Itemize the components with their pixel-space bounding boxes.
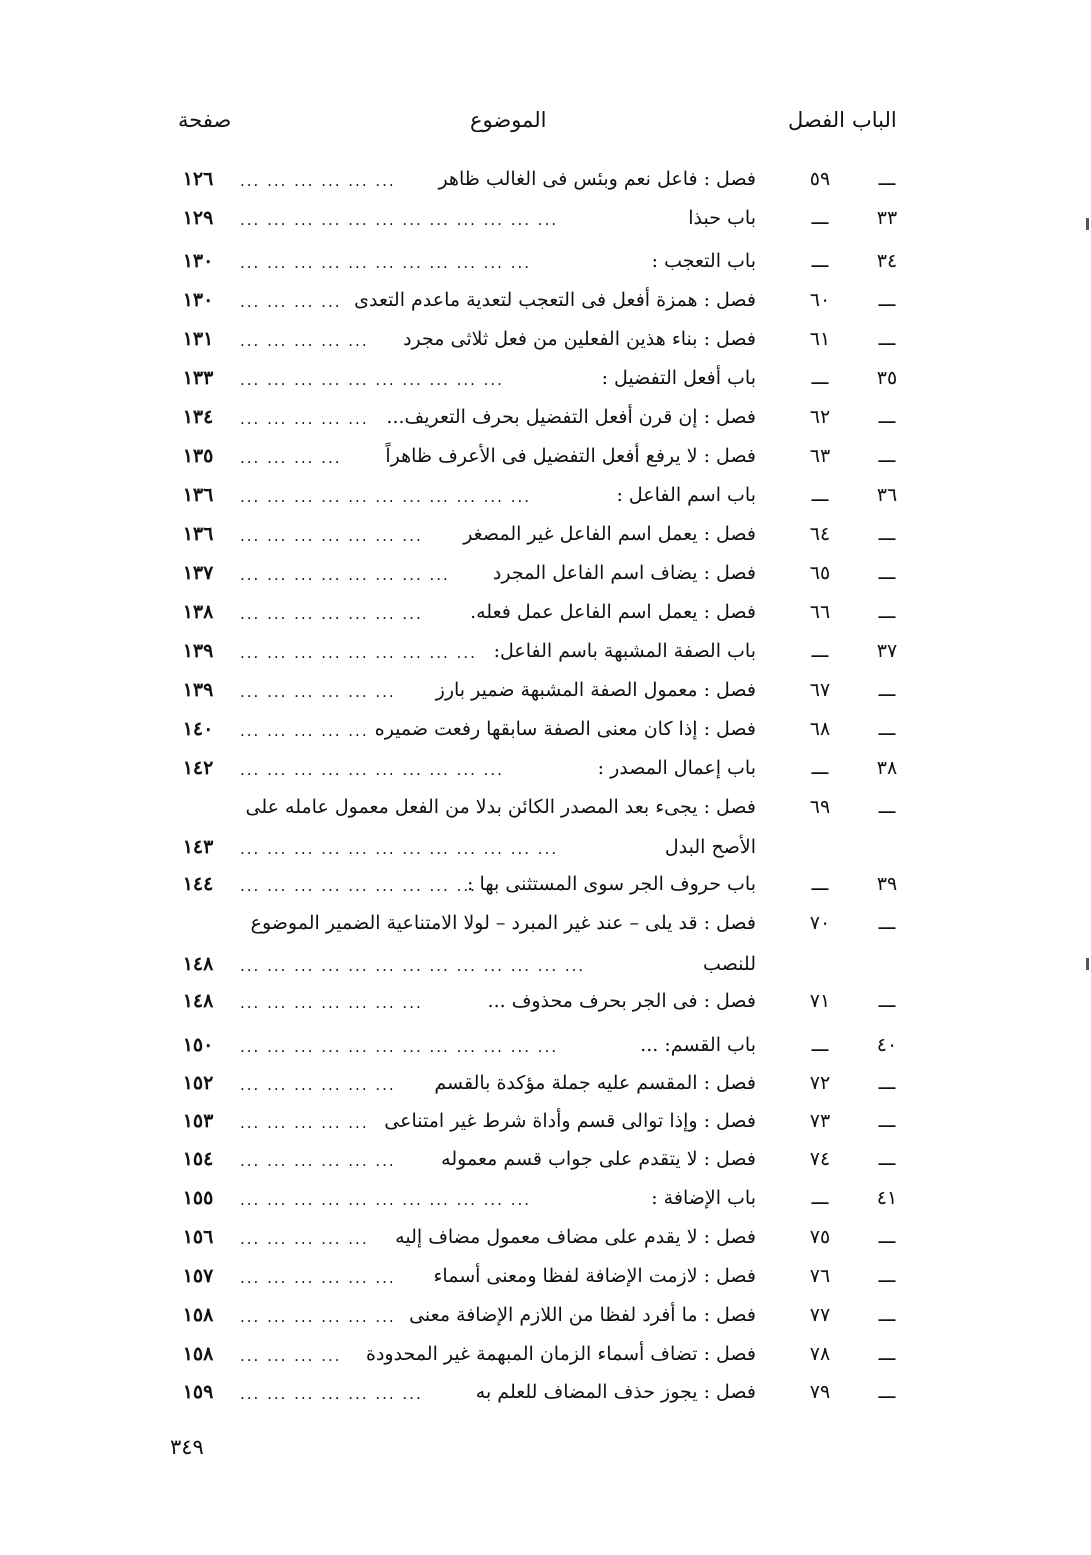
topic-title: فصل : فاعل نعم وبئس فى الغالب ظاهر: [438, 168, 756, 190]
fasl-number: ٧٥: [809, 1226, 831, 1248]
page-ref: ١٥٨: [182, 1304, 214, 1326]
bab-number: ـــ: [878, 1304, 896, 1326]
dot-leader: ... ... ... ... ... ...: [240, 1152, 396, 1170]
toc-row: [0, 1343, 1091, 1373]
topic-title: فصل : وإذا توالى قسم وأداة شرط غير امتناعى: [384, 1110, 756, 1132]
dot-leader: ... ... ... ... ... ... ... ...: [240, 566, 450, 584]
edge-mark: [1086, 218, 1089, 230]
topic-title: باب الصفة المشبهة باسم الفاعل:: [493, 640, 756, 662]
topic-title: فصل : يجىء بعد المصدر الكائن بدلا من الفعل معمول عامله على: [245, 796, 756, 818]
page-ref: ١٣٥: [182, 445, 214, 467]
fasl-number: ـــ: [811, 484, 829, 506]
toc-row: [0, 445, 1091, 475]
topic-title: فصل : بناء هذين الفعلين من فعل ثلاثى مجرد: [403, 328, 756, 350]
topic-title: فصل : ما أفرد لفظا من اللازم الإضافة معنى: [409, 1304, 756, 1326]
bab-number: ٣٦: [876, 484, 898, 506]
fasl-number: ٧٦: [809, 1265, 831, 1287]
dot-leader: ... ... ... ...: [240, 293, 342, 311]
fasl-number: ٥٩: [809, 168, 831, 190]
fasl-number: ـــ: [811, 873, 829, 895]
page-ref: ١٥٠: [182, 1034, 214, 1056]
fasl-number: ٦٨: [809, 718, 831, 740]
bab-number: ـــ: [878, 523, 896, 545]
header-safha: صفحة: [178, 108, 232, 132]
dot-leader: ... ... ... ... ... ...: [240, 683, 396, 701]
toc-row: [0, 523, 1091, 553]
fasl-number: ٦٩: [809, 796, 831, 818]
dot-leader: ... ... ... ... ... ...: [240, 1269, 396, 1287]
topic-title: فصل : يضاف اسم الفاعل المجرد: [492, 562, 756, 584]
toc-row: [0, 1148, 1091, 1178]
topic-title: فصل : إذا كان معنى الصفة سابقها رفعت ضميره: [374, 718, 756, 740]
toc-row: [0, 873, 1091, 903]
topic-title: فصل : المقسم عليه جملة مؤكدة بالقسم: [434, 1072, 756, 1094]
topic-title: فصل : يعمل اسم الفاعل عمل فعله.: [470, 601, 756, 623]
dot-leader: ... ... ... ... ... ... ... ... ... ... ...: [240, 1191, 532, 1209]
bab-number: ٣٩: [876, 873, 898, 895]
page-ref: ١٤٤: [182, 873, 214, 895]
toc-row: [0, 1034, 1091, 1064]
topic-title: فصل : تضاف أسماء الزمان المبهمة غير المحدودة: [365, 1343, 756, 1365]
toc-row: [0, 640, 1091, 670]
topic-title: باب الإضافة :: [651, 1187, 756, 1209]
fasl-number: ٦٦: [809, 601, 831, 623]
fasl-number: ـــ: [811, 207, 829, 229]
fasl-number: ٧٤: [809, 1148, 831, 1170]
dot-leader: ... ... ... ... ... ... ... ... ... ... ... ...: [240, 1038, 559, 1056]
page-ref: ١٣٠: [182, 289, 214, 311]
bab-number: ٤٠: [876, 1034, 898, 1056]
fasl-number: ٧١: [809, 990, 831, 1012]
dot-leader: ... ... ... ... ... ...: [240, 172, 396, 190]
fasl-number: ـــ: [811, 640, 829, 662]
bab-number: ٣٨: [876, 757, 898, 779]
topic-title: فصل : معمول الصفة المشبهة ضمير بارز: [435, 679, 756, 701]
toc-row: [0, 990, 1091, 1020]
topic-title: للنصب: [703, 953, 756, 975]
page-ref: ١٣٩: [182, 679, 214, 701]
topic-title: فصل : يعمل اسم الفاعل غير المصغر: [463, 523, 756, 545]
toc-row: [0, 207, 1091, 237]
fasl-number: ٦٢: [809, 406, 831, 428]
page-ref: ١٥٧: [182, 1265, 214, 1287]
toc-row: [0, 757, 1091, 787]
toc-row: [0, 168, 1091, 198]
toc-row: [0, 1304, 1091, 1334]
toc-row: [0, 328, 1091, 358]
fasl-number: ـــ: [811, 757, 829, 779]
bab-number: ـــ: [878, 601, 896, 623]
fasl-number: ٧٩: [809, 1381, 831, 1403]
dot-leader: ... ... ... ... ... ... ... ... ... ... ... ...: [240, 840, 559, 858]
toc-row: [0, 1226, 1091, 1256]
fasl-number: ٦٣: [809, 445, 831, 467]
page-ref: ١٤٨: [182, 953, 214, 975]
topic-title: فصل : فى الجر بحرف محذوف ...: [487, 990, 756, 1012]
topic-title: باب حروف الجر سوى المستثنى بها :: [467, 873, 756, 895]
topic-title: الأصح البدل: [664, 836, 756, 858]
page-ref: ١٣١: [182, 328, 214, 350]
bab-number: ٣٣: [876, 207, 898, 229]
dot-leader: ... ... ... ... ... ... ... ... ... ... ...: [240, 488, 532, 506]
dot-leader: ... ... ... ... ... ... ... ... ... ... ...: [240, 254, 532, 272]
fasl-number: ٦١: [809, 328, 831, 350]
header-mawdu: الموضوع: [470, 108, 547, 132]
bab-number: ـــ: [878, 1110, 896, 1132]
dot-leader: ... ... ... ...: [240, 449, 342, 467]
bab-number: ـــ: [878, 796, 896, 818]
dot-leader: ... ... ... ... ...: [240, 332, 369, 350]
dot-leader: ... ... ... ... ...: [240, 1230, 369, 1248]
toc-row: [0, 679, 1091, 709]
toc-row: [0, 601, 1091, 631]
topic-title: باب أفعل التفضيل :: [601, 367, 756, 389]
toc-row: [0, 1265, 1091, 1295]
topic-title: باب التعجب :: [651, 250, 756, 272]
toc-row: [0, 562, 1091, 592]
toc-row: [0, 1072, 1091, 1102]
topic-title: باب القسم: ...: [640, 1034, 756, 1056]
bab-number: ـــ: [878, 168, 896, 190]
page-ref: ١٣٩: [182, 640, 214, 662]
page-ref: ١٣٤: [182, 406, 214, 428]
page-ref: ١٥٨: [182, 1343, 214, 1365]
dot-leader: ... ... ... ... ... ... ...: [240, 1385, 423, 1403]
page-ref: ١٤٣: [182, 836, 214, 858]
topic-title: فصل : لا يرفع أفعل التفضيل فى الأعرف ظاهراً: [385, 445, 756, 467]
toc-row: [0, 250, 1091, 280]
toc-row: [0, 367, 1091, 397]
topic-title: فصل : لا يتقدم على جواب قسم معموله: [441, 1148, 756, 1170]
fasl-number: ٦٤: [809, 523, 831, 545]
page-ref: ١٥٣: [182, 1110, 214, 1132]
fasl-number: ٧٠: [809, 912, 831, 934]
toc-row: [0, 953, 1091, 983]
page-ref: ١٢٩: [182, 207, 214, 229]
page-ref: ١٤٨: [182, 990, 214, 1012]
page-ref: ١٥٢: [182, 1072, 214, 1094]
page-ref: ١٥٩: [182, 1381, 214, 1403]
fasl-number: ـــ: [811, 250, 829, 272]
dot-leader: ... ... ... ... ... ... ... ... ... ...: [240, 371, 504, 389]
bab-number: ـــ: [878, 1072, 896, 1094]
dot-leader: ... ... ... ... ... ... ... ... ...: [240, 877, 477, 895]
toc-row: [0, 836, 1091, 866]
fasl-number: ٧٨: [809, 1343, 831, 1365]
dot-leader: ... ... ... ... ... ... ... ... ... ...: [240, 761, 504, 779]
bab-number: ـــ: [878, 1343, 896, 1365]
bab-number: ـــ: [878, 912, 896, 934]
page-ref: ١٣٠: [182, 250, 214, 272]
page-ref: ١٤٢: [182, 757, 214, 779]
dot-leader: ... ... ... ... ... ... ...: [240, 994, 423, 1012]
bab-number: ـــ: [878, 289, 896, 311]
topic-title: فصل : إن قرن أفعل التفضيل بحرف التعريف...: [386, 406, 756, 428]
dot-leader: ... ... ... ... ... ... ... ... ... ... ... ...: [240, 211, 559, 229]
dot-leader: ... ... ... ...: [240, 1347, 342, 1365]
page-ref: ١٣٨: [182, 601, 214, 623]
dot-leader: ... ... ... ... ... ... ... ... ... ... ... ... ...: [240, 957, 586, 975]
topic-title: فصل : لا يقدم على مضاف معمول مضاف إليه: [395, 1226, 756, 1248]
toc-row: [0, 912, 1091, 942]
dot-leader: ... ... ... ... ...: [240, 722, 369, 740]
toc-row: [0, 1110, 1091, 1140]
topic-title: باب حبذا: [688, 207, 756, 229]
bab-number: ـــ: [878, 1226, 896, 1248]
toc-row: [0, 406, 1091, 436]
bab-number: ـــ: [878, 1265, 896, 1287]
page-ref: ١٣٣: [182, 367, 214, 389]
toc-row: [0, 1381, 1091, 1411]
topic-title: فصل : همزة أفعل فى التعجب لتعدية ماعدم التعدى: [354, 289, 756, 311]
dot-leader: ... ... ... ... ... ...: [240, 1308, 396, 1326]
fasl-number: ٦٥: [809, 562, 831, 584]
fasl-number: ٧٧: [809, 1304, 831, 1326]
page-ref: ١٥٥: [182, 1187, 214, 1209]
fasl-number: ٧٣: [809, 1110, 831, 1132]
dot-leader: ... ... ... ... ...: [240, 410, 369, 428]
topic-title: باب إعمال المصدر :: [597, 757, 756, 779]
topic-title: فصل : قد يلى – عند غير المبرد – لولا الامتناعية الضمير الموضوع: [250, 912, 756, 934]
dot-leader: ... ... ... ... ...: [240, 1114, 369, 1132]
topic-title: فصل : يجوز حذف المضاف للعلم به: [475, 1381, 756, 1403]
bab-number: ٣٧: [876, 640, 898, 662]
bab-number: ـــ: [878, 679, 896, 701]
bab-number: ٣٤: [876, 250, 898, 272]
dot-leader: ... ... ... ... ... ... ...: [240, 605, 423, 623]
fasl-number: ٦٧: [809, 679, 831, 701]
toc-row: [0, 796, 1091, 826]
page-ref: ١٢٦: [182, 168, 214, 190]
bab-number: ٤١: [876, 1187, 898, 1209]
bab-number: ـــ: [878, 445, 896, 467]
bab-number: ـــ: [878, 1381, 896, 1403]
toc-row: [0, 1187, 1091, 1217]
header-fasl: الفصل: [788, 108, 845, 132]
bab-number: ـــ: [878, 990, 896, 1012]
bab-number: ـــ: [878, 328, 896, 350]
page-ref: ١٣٧: [182, 562, 214, 584]
toc-row: [0, 718, 1091, 748]
bab-number: ـــ: [878, 1148, 896, 1170]
topic-title: باب اسم الفاعل :: [616, 484, 756, 506]
dot-leader: ... ... ... ... ... ... ...: [240, 527, 423, 545]
dot-leader: ... ... ... ... ... ...: [240, 1076, 396, 1094]
page-ref: ١٤٠: [182, 718, 214, 740]
bab-number: ـــ: [878, 718, 896, 740]
header-bab: الباب: [852, 108, 897, 132]
bab-number: ـــ: [878, 406, 896, 428]
topic-title: فصل : لازمت الإضافة لفظا ومعنى أسماء: [433, 1265, 756, 1287]
fasl-number: ـــ: [811, 1187, 829, 1209]
fasl-number: ٧٢: [809, 1072, 831, 1094]
page-number: ٣٤٩: [170, 1435, 204, 1459]
page-ref: ١٣٦: [182, 523, 214, 545]
fasl-number: ـــ: [811, 367, 829, 389]
toc-row: [0, 484, 1091, 514]
toc-row: [0, 289, 1091, 319]
fasl-number: ـــ: [811, 1034, 829, 1056]
bab-number: ٣٥: [876, 367, 898, 389]
page-ref: ١٥٤: [182, 1148, 214, 1170]
fasl-number: ٦٠: [809, 289, 831, 311]
edge-mark: [1086, 958, 1089, 970]
page-ref: ١٥٦: [182, 1226, 214, 1248]
page-ref: ١٣٦: [182, 484, 214, 506]
dot-leader: ... ... ... ... ... ... ... ... ...: [240, 644, 477, 662]
bab-number: ـــ: [878, 562, 896, 584]
